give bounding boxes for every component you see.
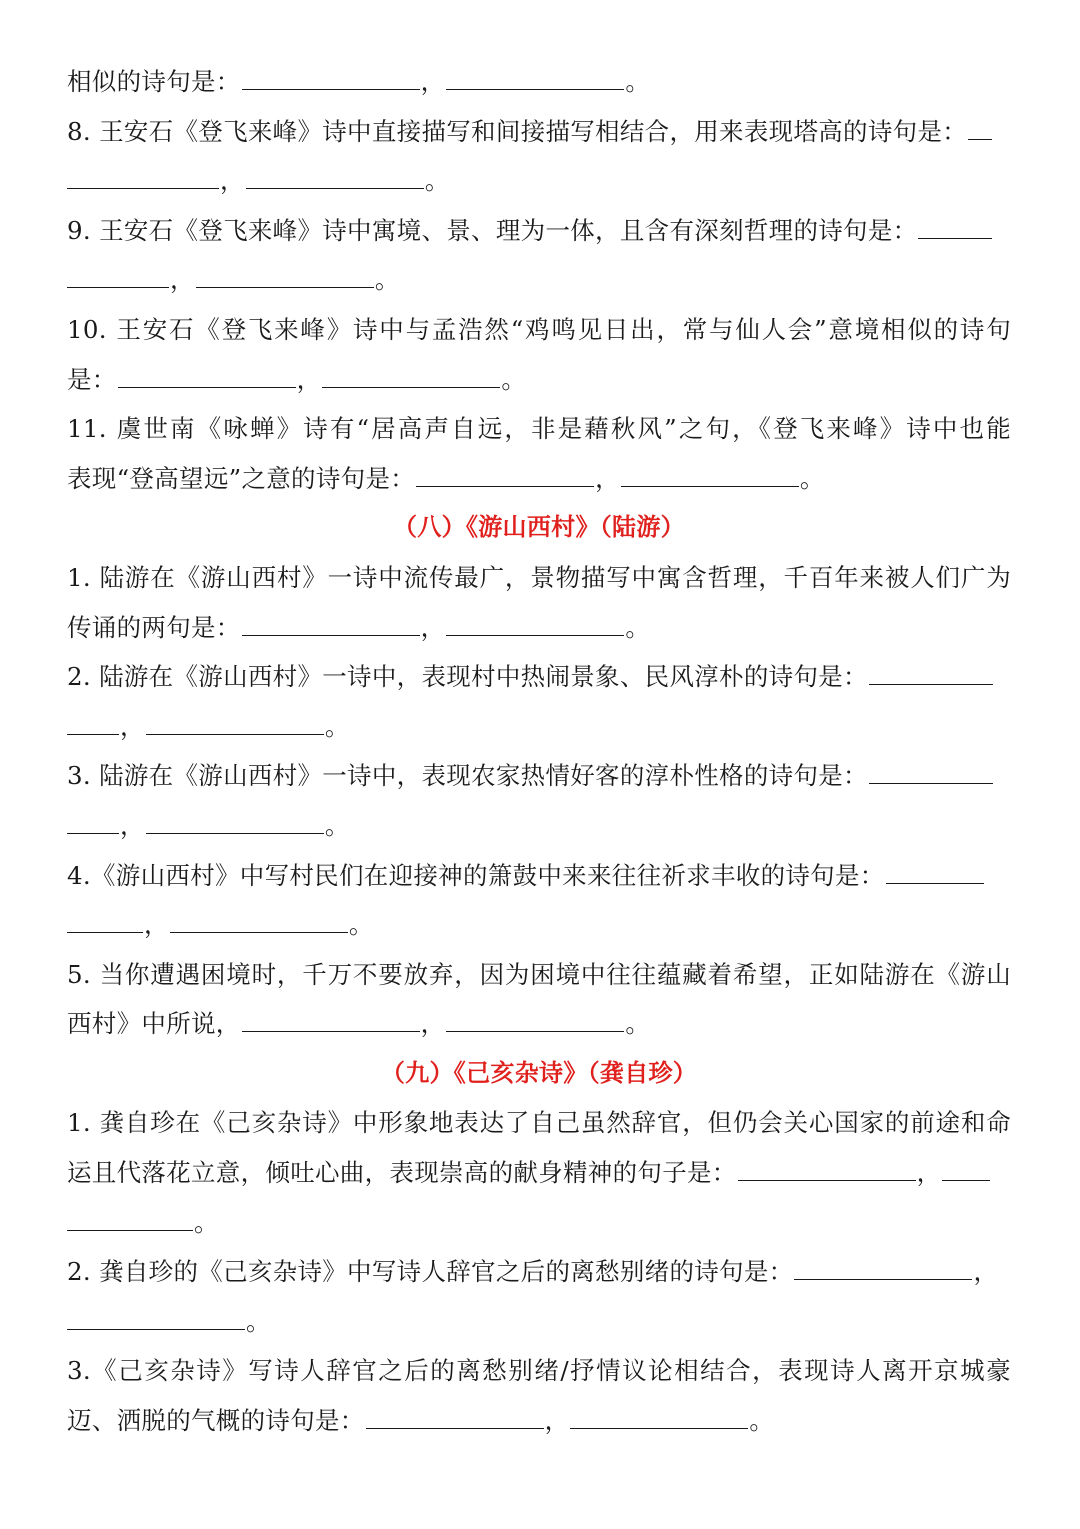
question-line	[67, 57, 1011, 107]
question-line	[67, 1297, 1011, 1347]
answer-blank[interactable]	[67, 832, 119, 834]
answer-blank[interactable]	[118, 386, 296, 388]
question-line	[67, 1198, 1011, 1248]
answer-blank[interactable]	[67, 931, 143, 933]
section-heading: （八）《游山西村》（陆游）	[393, 513, 685, 542]
question-line	[67, 206, 1011, 256]
period: 。	[246, 1306, 271, 1336]
question-text: 10. 王安石《登飞来峰》诗中与孟浩然“鸡鸣见日出，常与仙人会”意境相似的诗句	[67, 314, 1011, 344]
question-line	[67, 851, 1011, 901]
question-text: 8. 王安石《登飞来峰》诗中直接描写和间接描写相结合，用来表现塔高的诗句是：	[67, 116, 968, 146]
answer-blank[interactable]	[242, 1030, 420, 1032]
comma: ，	[220, 166, 245, 196]
comma: ，	[144, 910, 169, 940]
question-line	[67, 1148, 1011, 1198]
answer-blank[interactable]	[621, 485, 799, 487]
period: 。	[625, 67, 651, 96]
question-line	[67, 603, 1011, 653]
comma: ，	[544, 1406, 570, 1436]
period: 。	[324, 810, 350, 840]
question-text: 5. 当你遭遇困境时，千万不要放弃，因为困境中往往蕴藏着希望，正如陆游在《游山	[67, 959, 1011, 989]
answer-blank[interactable]	[146, 832, 324, 834]
comma: ，	[120, 711, 145, 741]
question-text: 传诵的两句是：	[67, 612, 241, 642]
comma: ，	[120, 810, 145, 840]
question-line	[67, 355, 1011, 405]
answer-blank[interactable]	[67, 733, 119, 735]
answer-blank[interactable]	[67, 187, 219, 189]
question-line	[67, 255, 1011, 305]
period: 。	[749, 1406, 775, 1436]
question-line	[67, 751, 1011, 801]
answer-blank[interactable]	[869, 683, 993, 685]
answer-blank[interactable]	[146, 733, 324, 735]
question-line	[67, 1247, 1011, 1297]
question-line	[67, 702, 1011, 752]
comma: ，	[170, 265, 195, 295]
worksheet-page	[67, 57, 1011, 1446]
period: 。	[424, 166, 450, 196]
comma: ，	[973, 1257, 999, 1287]
question-text: 4.《游山西村》中写村民们在迎接神的箫鼓中来来往往祈求丰收的诗句是：	[67, 860, 885, 890]
answer-blank[interactable]	[886, 882, 984, 884]
period: 。	[194, 1207, 219, 1237]
period: 。	[501, 364, 527, 394]
question-text: 11. 虞世南《咏蝉》诗有“居高声自远，非是藉秋风”之句，《登飞来峰》诗中也能	[67, 414, 1011, 444]
comma: ，	[420, 612, 446, 642]
answer-blank[interactable]	[242, 634, 420, 636]
period: 。	[625, 1009, 651, 1039]
answer-blank[interactable]	[738, 1179, 916, 1181]
question-line	[67, 156, 1011, 206]
question-text: 迈、洒脱的气概的诗句是：	[67, 1406, 365, 1436]
comma: ，	[296, 364, 322, 394]
question-line	[67, 1346, 1011, 1396]
answer-blank[interactable]	[322, 386, 500, 388]
answer-blank[interactable]	[67, 1229, 193, 1231]
question-line	[67, 950, 1011, 1000]
answer-blank[interactable]	[446, 1030, 624, 1032]
comma: ，	[916, 1158, 942, 1188]
question-line	[67, 404, 1011, 454]
answer-blank[interactable]	[67, 1328, 245, 1330]
period: 。	[324, 711, 350, 741]
question-text: 1. 陆游在《游山西村》一诗中流传最广，景物描写中寓含哲理，千百年来被人们广为	[67, 562, 1011, 592]
comma: ，	[420, 67, 446, 96]
period: 。	[799, 463, 825, 493]
section-heading: （九）《己亥杂诗》（龚自珍）	[380, 1058, 698, 1087]
answer-blank[interactable]	[246, 187, 424, 189]
question-text: 是：	[67, 364, 117, 394]
question-text: 西村》中所说，	[67, 1009, 241, 1039]
question-text: 表现“登高望远”之意的诗句是：	[67, 463, 416, 493]
answer-blank[interactable]	[942, 1179, 990, 1181]
question-text: 1. 龚自珍在《己亥杂诗》中形象地表达了自己虽然辞官，但仍会关心国家的前途和命	[67, 1108, 1011, 1138]
answer-blank[interactable]	[67, 286, 169, 288]
answer-blank[interactable]	[570, 1427, 748, 1429]
period: 。	[348, 910, 374, 940]
answer-blank[interactable]	[794, 1278, 972, 1280]
answer-blank[interactable]	[366, 1427, 544, 1429]
period: 。	[374, 265, 400, 295]
question-line	[67, 454, 1011, 504]
period: 。	[625, 612, 651, 642]
question-text: 3.《己亥杂诗》写诗人辞官之后的离愁别绪/抒情议论相结合，表现诗人离开京城豪	[67, 1356, 1011, 1386]
answer-blank[interactable]	[416, 485, 594, 487]
question-line	[67, 305, 1011, 355]
question-line	[67, 652, 1011, 702]
answer-blank[interactable]	[446, 634, 624, 636]
question-line	[67, 107, 1011, 157]
question-line	[67, 999, 1011, 1049]
question-text: 2. 陆游在《游山西村》一诗中，表现村中热闹景象、民风淳朴的诗句是：	[67, 662, 868, 692]
answer-blank[interactable]	[918, 237, 992, 239]
question-text: 9. 王安石《登飞来峰》诗中寓境、景、理为一体，且含有深刻哲理的诗句是：	[67, 215, 918, 245]
answer-blank[interactable]	[968, 138, 992, 140]
question-text: 相似的诗句是：	[67, 67, 241, 96]
question-line	[67, 900, 1011, 950]
answer-blank[interactable]	[242, 88, 420, 90]
question-line	[67, 553, 1011, 603]
comma: ，	[420, 1009, 446, 1039]
answer-blank[interactable]	[869, 782, 993, 784]
question-text: 运且代落花立意，倾吐心曲，表现崇高的献身精神的句子是：	[67, 1158, 737, 1188]
question-text: 2. 龚自珍的《己亥杂诗》中写诗人辞官之后的离愁别绪的诗句是：	[67, 1257, 794, 1287]
question-line	[67, 1098, 1011, 1148]
question-text: 3. 陆游在《游山西村》一诗中，表现农家热情好客的淳朴性格的诗句是：	[67, 761, 868, 791]
question-line	[67, 801, 1011, 851]
comma: ，	[595, 463, 620, 493]
answer-blank[interactable]	[170, 931, 348, 933]
answer-blank[interactable]	[196, 286, 374, 288]
answer-blank[interactable]	[446, 88, 624, 90]
question-line	[67, 1396, 1011, 1446]
